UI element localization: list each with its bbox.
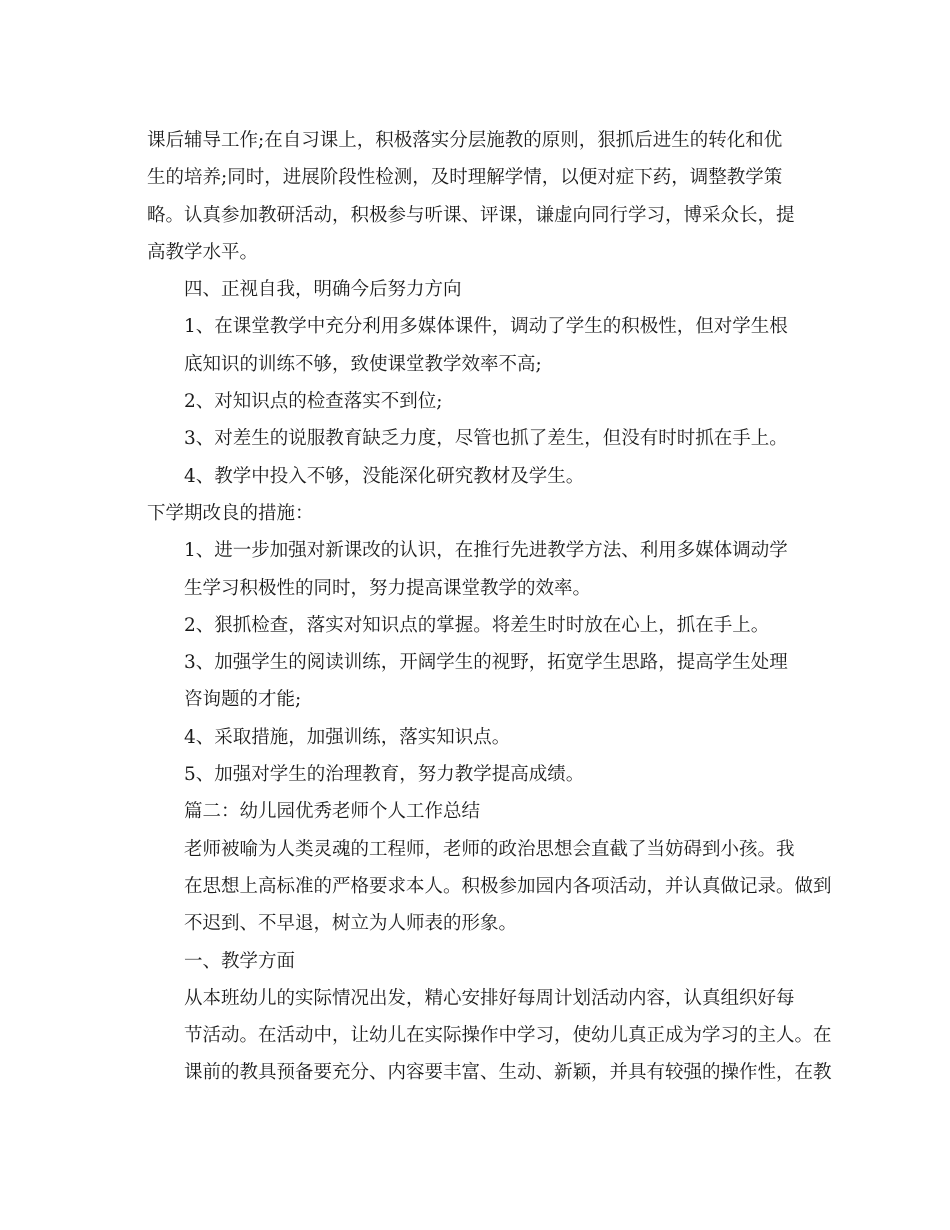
text-line: 生学习积极性的同时，努力提高课堂教学的效率。 [184, 577, 592, 599]
body-paragraph [147, 756, 800, 793]
body-paragraph [147, 122, 800, 271]
text-line: 略。认真参加教研活动，积极参与听课、评课，谦虚向同行学习，博采众长，提 [147, 204, 795, 226]
text-line: 5、加强对学生的治理教育，努力教学提高成绩。 [184, 764, 585, 786]
text-line: 咨询题的才能; [184, 689, 302, 711]
text-line: 四、正视自我，明确今后努力方向 [184, 279, 462, 301]
text-line: 课前的教具预备要充分、内容要丰富、生动、新颖，并具有较强的操作性，在教 [184, 1062, 832, 1084]
text-line: 生的培养;同时，进展阶段性检测，及时理解学情，以便对症下药，调整教学策 [147, 167, 783, 189]
text-line: 高教学水平。 [147, 241, 259, 263]
text-line: 下学期改良的措施： [147, 502, 314, 524]
text-line: 2、狠抓检查，落实对知识点的掌握。将差生时时放在心上，抓在手上。 [184, 614, 770, 636]
text-line: 2、对知识点的检查落实不到位; [184, 391, 443, 413]
body-paragraph [147, 943, 800, 980]
body-paragraph [147, 644, 800, 719]
text-line: 从本班幼儿的实际情况出发，精心安排好每周计划活动内容，认真组织好每 [184, 987, 795, 1009]
text-line: 4、教学中投入不够，没能深化研究教材及学生。 [184, 465, 585, 487]
body-paragraph [147, 532, 800, 607]
text-line: 篇二：幼儿园优秀老师个人工作总结 [184, 801, 481, 823]
body-paragraph [147, 495, 800, 532]
text-line: 1、进一步加强对新课改的认识，在推行先进教学方法、利用多媒体调动学 [184, 540, 788, 562]
body-paragraph [147, 383, 800, 420]
body-paragraph [147, 420, 800, 457]
body-paragraph [147, 458, 800, 495]
body-paragraph [147, 308, 800, 383]
text-line: 一、教学方面 [184, 950, 296, 972]
text-line: 在思想上高标准的严格要求本人。积极参加园内各项活动，并认真做记录。做到 [184, 875, 832, 897]
text-line: 课后辅导工作;在自习课上，积极落实分层施教的原则，狠抓后进生的转化和优 [147, 130, 783, 151]
text-line: 4、采取措施，加强训练，落实知识点。 [184, 726, 511, 748]
body-paragraph [147, 271, 800, 308]
body-paragraph [147, 980, 832, 1092]
body-paragraph [147, 831, 832, 943]
body-paragraph [147, 793, 800, 830]
text-line: 底知识的训练不够，致使课堂教学效率不高; [184, 353, 542, 375]
text-line: 老师被喻为人类灵魂的工程师，老师的政治思想会直截了当妨碍到小孩。我 [184, 838, 795, 860]
text-line: 节活动。在活动中，让幼儿在实际操作中学习，使幼儿真正成为学习的主人。在 [184, 1025, 832, 1047]
body-paragraph [147, 607, 800, 644]
text-line: 1、在课堂教学中充分利用多媒体课件，调动了学生的积极性，但对学生根 [184, 316, 788, 338]
text-line: 3、加强学生的阅读训练，开阔学生的视野，拓宽学生思路，提高学生处理 [184, 652, 788, 674]
body-paragraph [147, 719, 800, 756]
text-line: 不迟到、不早退，树立为人师表的形象。 [184, 913, 518, 935]
text-line: 3、对差生的说服教育缺乏力度，尽管也抓了差生，但没有时时抓在手上。 [184, 428, 788, 450]
